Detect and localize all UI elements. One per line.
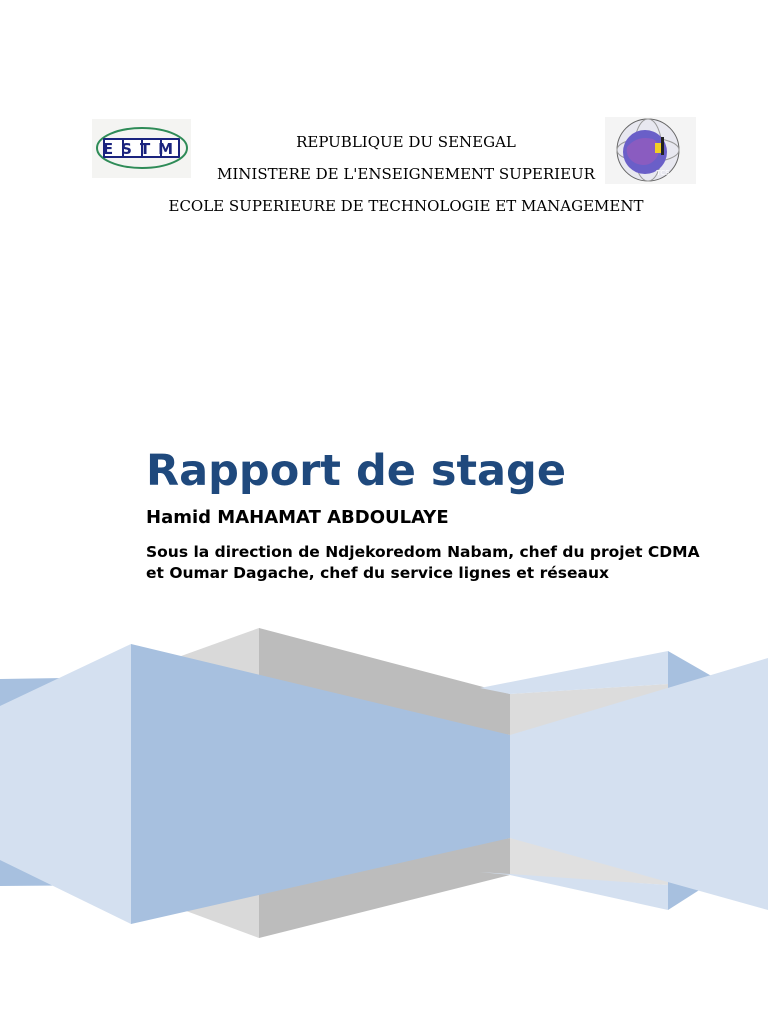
report-title: Rapport de stage bbox=[146, 446, 566, 496]
estm-logo-text: ESTM bbox=[102, 140, 182, 158]
decorative-banner bbox=[0, 600, 768, 960]
supervision-line-2: et Oumar Dagache, chef du service lignes et réseaux bbox=[146, 564, 609, 582]
supervision-line-1: Sous la direction de Ndjekoredom Nabam, chef du projet CDMA bbox=[146, 543, 700, 561]
header-republic: REPUBLIQUE DU SENEGAL bbox=[296, 133, 516, 151]
tcs-logo-text: TCS bbox=[656, 169, 670, 177]
report-supervision bbox=[146, 542, 768, 584]
header-ministry: MINISTERE DE L'ENSEIGNEMENT SUPERIEUR bbox=[217, 165, 595, 183]
report-author: Hamid MAHAMAT ABDOULAYE bbox=[146, 507, 449, 528]
header-school: ECOLE SUPERIEURE DE TECHNOLOGIE ET MANAGEMENT bbox=[168, 197, 644, 215]
